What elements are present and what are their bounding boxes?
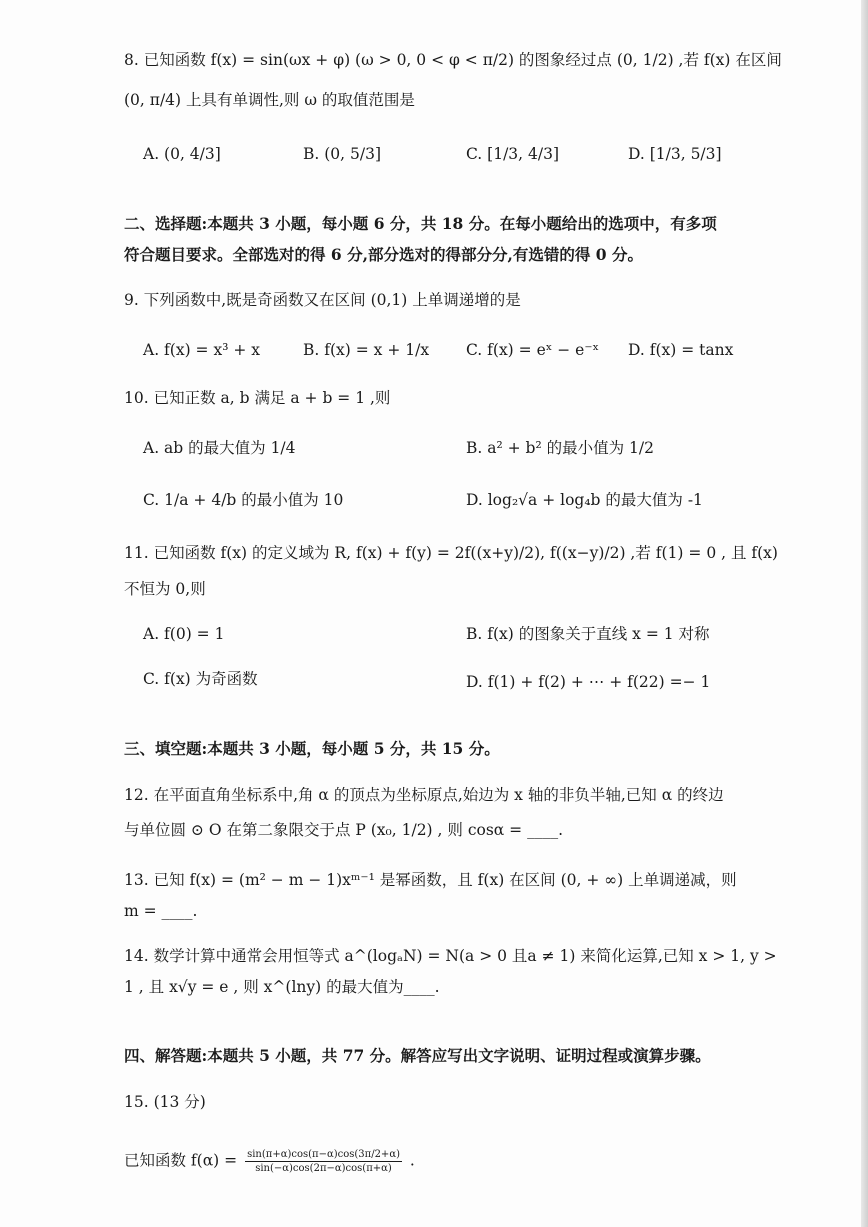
q15-label: 15. (13 分) bbox=[124, 1093, 206, 1111]
q11-line1: 11. 已知函数 f(x) 的定义域为 R, f(x) + f(y) = 2f((x+y)/2), f((x−y)/2) ,若 f(1) = 0 , 且 f(x) bbox=[124, 544, 778, 562]
q11-option-b: B. f(x) 的图象关于直线 x = 1 对称 bbox=[466, 625, 710, 643]
q8-option-b: B. (0, 5/3] bbox=[303, 145, 381, 163]
q15-suffix: . bbox=[409, 1151, 415, 1170]
section2-line2: 符合题目要求。全部选对的得 6 分,部分选对的得部分分,有选错的得 0 分。 bbox=[124, 245, 643, 264]
q10-option-a: A. ab 的最大值为 1/4 bbox=[143, 439, 296, 457]
q10-option-c: C. 1/a + 4/b 的最小值为 10 bbox=[143, 491, 344, 509]
q8-line1: 8. 已知函数 f(x) = sin(ωx + φ) (ω > 0, 0 < φ < π/2) 的图象经过点 (0, 1/2) ,若 f(x) 在区间 bbox=[124, 51, 782, 69]
q10-stem: 10. 已知正数 a, b 满足 a + b = 1 ,则 bbox=[124, 389, 391, 407]
q9-stem: 9. 下列函数中,既是奇函数又在区间 (0,1) 上单调递增的是 bbox=[124, 291, 521, 309]
q13-line1: 13. 已知 f(x) = (m² − m − 1)xᵐ⁻¹ 是幂函数，且 f(x) 在区间 (0, + ∞) 上单调递减，则 bbox=[124, 871, 737, 889]
q11-option-a: A. f(0) = 1 bbox=[143, 625, 225, 643]
q12-line1: 12. 在平面直角坐标系中,角 α 的顶点为坐标原点,始边为 x 轴的非负半轴,已知 α 的终边 bbox=[124, 786, 724, 804]
q8-option-c: C. [1/3, 4/3] bbox=[466, 145, 559, 163]
q8-option-d: D. [1/3, 5/3] bbox=[628, 145, 722, 163]
q15-prefix: 已知函数 f(α) = bbox=[124, 1151, 238, 1170]
q11-line2: 不恒为 0,则 bbox=[124, 580, 206, 598]
q9-option-c: C. f(x) = eˣ − e⁻ˣ bbox=[466, 341, 600, 359]
q14-line1: 14. 数学计算中通常会用恒等式 a^(logₐN) = N(a > 0 且a ≠ 1) 来简化运算,已知 x > 1, y > bbox=[124, 947, 777, 965]
q11-option-d: D. f(1) + f(2) + ⋯ + f(22) =− 1 bbox=[466, 673, 711, 691]
q12-line2: 与单位圆 ⊙ O 在第二象限交于点 P (x₀, 1/2) , 则 cosα = ____. bbox=[124, 821, 564, 839]
section3-title: 三、填空题:本题共 3 小题，每小题 5 分，共 15 分。 bbox=[124, 739, 500, 758]
q8-line2: (0, π/4) 上具有单调性,则 ω 的取值范围是 bbox=[124, 91, 415, 109]
section4-title: 四、解答题:本题共 5 小题，共 77 分。解答应写出文字说明、证明过程或演算步骤。 bbox=[124, 1046, 711, 1065]
q9-option-b: B. f(x) = x + 1/x bbox=[303, 341, 430, 359]
q15-formula bbox=[124, 1148, 415, 1175]
q9-option-a: A. f(x) = x³ + x bbox=[143, 341, 260, 359]
q15-numerator: sin(π+α)cos(π−α)cos(3π/2+α) bbox=[247, 1149, 400, 1160]
q10-option-b: B. a² + b² 的最小值为 1/2 bbox=[466, 439, 654, 457]
section2-line1: 二、选择题:本题共 3 小题，每小题 6 分，共 18 分。在每小题给出的选项中，有多项 bbox=[124, 214, 717, 233]
q8-option-a: A. (0, 4/3] bbox=[143, 145, 221, 163]
q10-option-d: D. log₂√a + log₄b 的最大值为 -1 bbox=[466, 491, 703, 509]
q15-denominator: sin(−α)cos(2π−α)cos(π+α) bbox=[255, 1163, 392, 1174]
page-edge-shadow bbox=[861, 0, 868, 1227]
q15-fraction bbox=[245, 1148, 402, 1175]
q9-option-d: D. f(x) = tanx bbox=[628, 341, 734, 359]
q13-line2: m = ____. bbox=[124, 902, 198, 920]
q11-option-c: C. f(x) 为奇函数 bbox=[143, 670, 258, 688]
q14-line2: 1 , 且 x√y = e , 则 x^(lny) 的最大值为____. bbox=[124, 978, 440, 996]
